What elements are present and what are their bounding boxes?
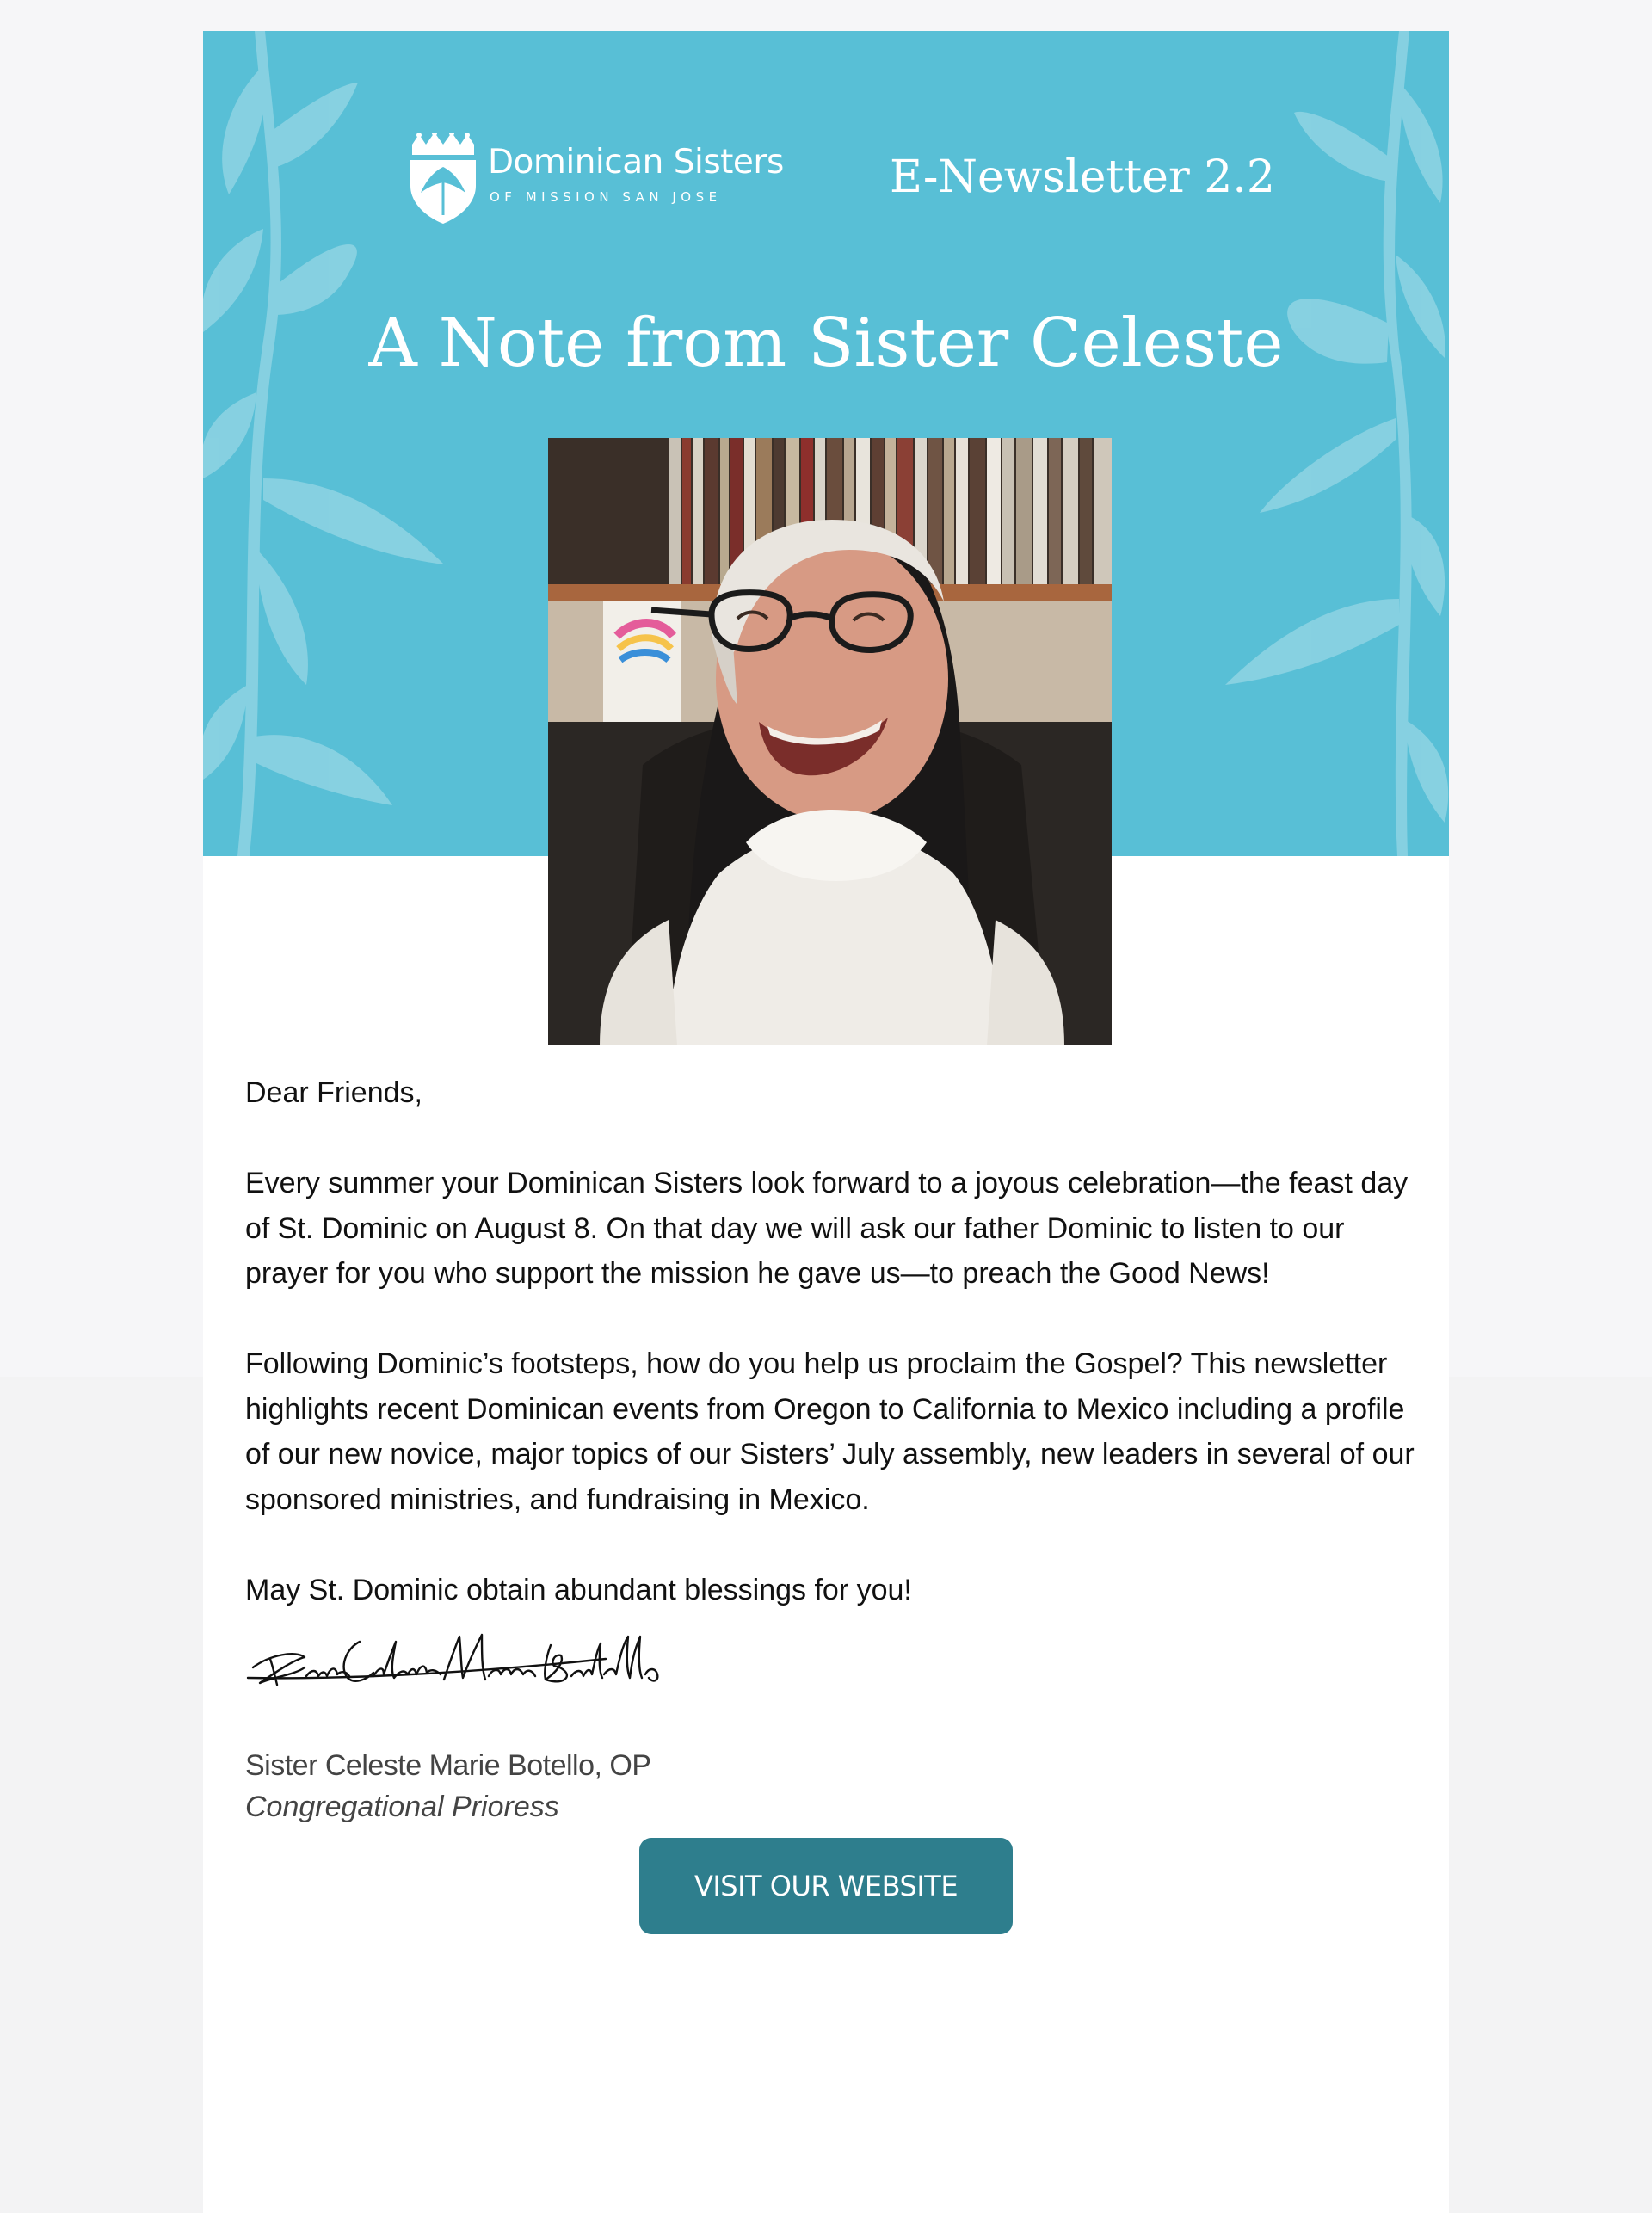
letter-body — [245, 1070, 1415, 1612]
logo-subtitle: OF MISSION SAN JOSE — [490, 189, 722, 205]
handwritten-signature — [244, 1624, 709, 1702]
newsletter-email — [203, 31, 1449, 2213]
letter-paragraph: Every summer your Dominican Sisters look forward to a joyous celebration—the feast day of St. Dominic on August 8. On that day we will ask our father Dominic to listen to our prayer for you who support the mission he gave us—to preach the Good News! — [245, 1167, 1409, 1290]
crown-shield-icon — [409, 133, 478, 225]
portrait-illustration — [548, 438, 1112, 1045]
letter-closing: May St. Dominic obtain abundant blessings for you! — [245, 1573, 912, 1606]
issue-label: E-Newsletter 2.2 — [889, 151, 1275, 203]
page-title: A Note from Sister Celeste — [368, 305, 1284, 382]
visit-website-button[interactable]: VISIT OUR WEBSITE — [639, 1838, 1013, 1934]
logo-name: Dominican Sisters — [488, 143, 784, 182]
organization-logo[interactable] — [409, 133, 787, 227]
letter-salutation: Dear Friends, — [245, 1076, 422, 1109]
signer-name: Sister Celeste Marie Botello, OP — [245, 1749, 651, 1782]
sister-celeste-portrait-photo — [548, 438, 1112, 1045]
letter-paragraph: Following Dominic’s footsteps, how do you help us proclaim the Gospel? This newsletter highlights recent Dominican events from Oregon to California to Mexico including a profile of our new novice, major topics of our Sisters’ July assembly, new leaders in several of our sponsored ministries, and fundraising in Mexico. — [245, 1347, 1415, 1516]
signer-title: Congregational Prioress — [245, 1791, 559, 1823]
